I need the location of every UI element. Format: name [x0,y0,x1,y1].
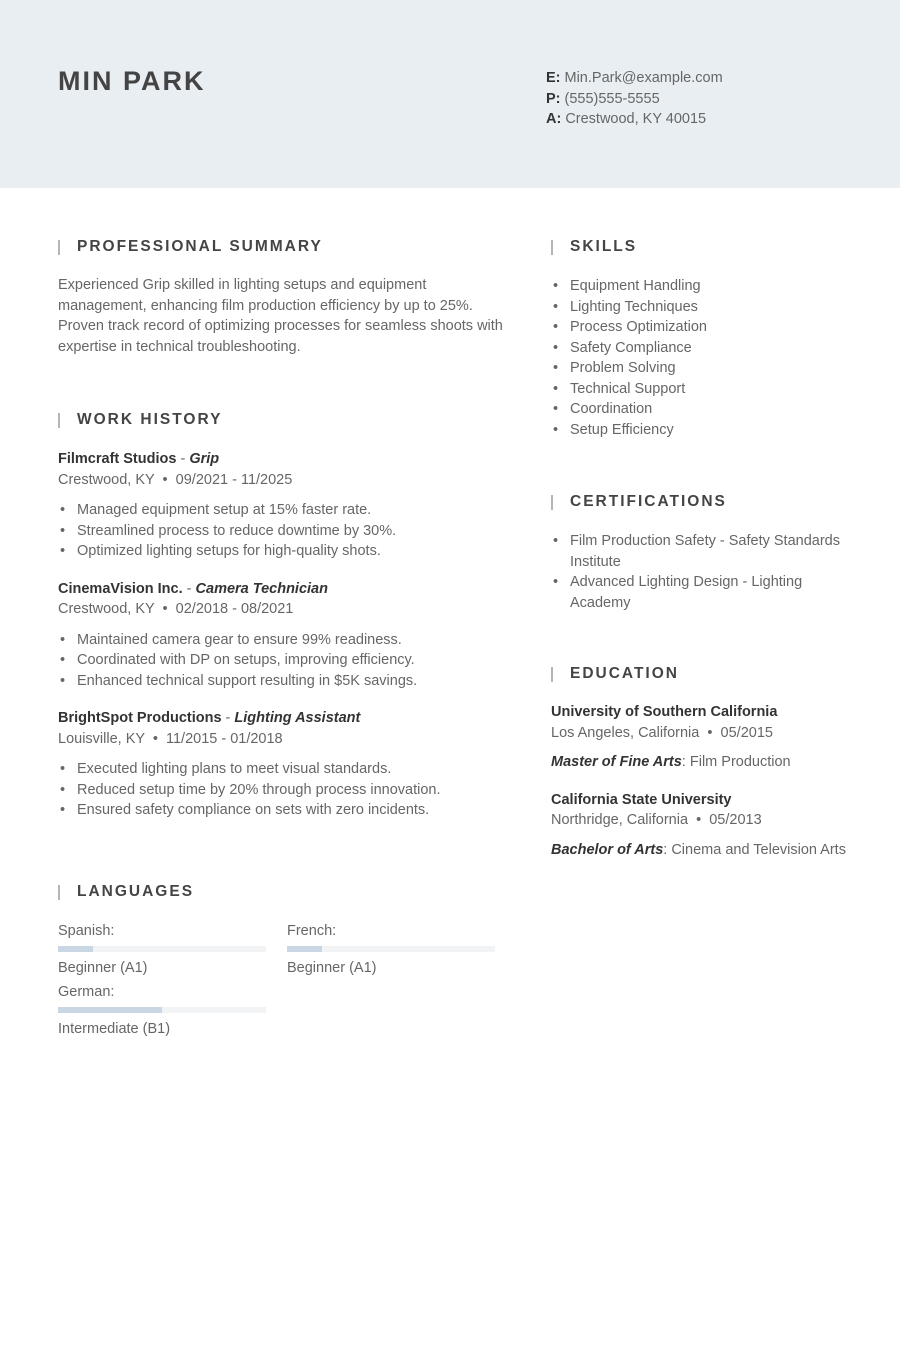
list-item [58,800,508,821]
language-name: Spanish: [58,922,115,939]
education-meta [551,810,851,831]
list-item [58,671,508,692]
contact-phone [546,89,886,110]
contact-phone-label: P: [546,90,561,107]
bullet-text: Executed lighting plans to meet visual standards. [77,761,392,777]
summary-title [58,236,508,258]
bullet-dot: • [60,652,66,668]
education-date: 05/2013 [709,812,762,828]
bullet-dot: • [553,360,559,376]
list-item [551,379,851,400]
list-item [58,500,508,521]
resume-header [0,0,900,188]
language-level-bar [287,946,495,952]
job-separator: - [221,710,235,726]
job-separator: - [182,580,196,597]
skill-text: Technical Support [570,380,686,397]
job-location: Louisville, KY [58,730,145,747]
skills-section [551,236,851,440]
list-item [551,317,851,338]
bullet-dot: • [553,421,559,438]
skills-title-text: SKILLS [570,238,638,255]
list-item [58,759,508,780]
bullet-dot: • [553,380,559,397]
language-item [287,921,495,978]
section-divider-bar [58,885,60,900]
meta-bullet: • [699,724,721,741]
list-item [551,338,851,359]
job-entry [58,449,508,562]
job-role: Grip [189,451,220,467]
section-divider-bar [58,240,60,255]
job-company: CinemaVision Inc. [58,580,183,597]
certifications-title [551,491,851,513]
bullet-dot: • [553,533,559,549]
education-section [551,663,851,860]
job-meta [58,599,508,620]
bullet-dot: • [60,631,66,648]
language-item [58,921,266,978]
contact-block [546,68,886,130]
left-column [58,236,508,1041]
education-school: University of Southern California [551,704,778,720]
job-entry [58,579,508,692]
education-date: 05/2015 [720,724,773,741]
meta-bullet: • [154,471,176,488]
language-level: Beginner (A1) [58,959,148,976]
education-degree [551,840,851,861]
job-dates: 11/2015 - 01/2018 [165,730,283,747]
skill-text: Setup Efficiency [570,421,674,438]
language-level-fill [58,1007,162,1013]
certifications-list [551,531,851,613]
job-heading [58,708,508,729]
job-entry [58,708,508,821]
bullet-text: Managed equipment setup at 15% faster rate. [77,502,372,518]
skill-text: Equipment Handling [570,278,701,294]
language-name: French: [287,922,337,939]
bullet-dot: • [553,574,559,590]
list-item [58,630,508,651]
skill-text: Problem Solving [570,360,676,376]
list-item [58,780,508,801]
job-heading [58,449,508,470]
list-item [58,541,508,562]
language-level-bar [58,1007,266,1013]
degree-colon: : [663,841,672,858]
job-heading [58,579,508,600]
language-level-fill [58,946,93,952]
languages-section [58,881,508,1041]
certification-text: Film Production Safety - Safety Standards Institute [570,533,840,570]
education-entry [551,790,851,861]
bullet-dot: • [60,802,66,818]
job-separator: - [176,451,190,467]
bullet-dot: • [60,502,66,518]
contact-email-value: Min.Park@example.com [564,70,723,86]
bullet-text: Ensured safety compliance on sets with zero incidents. [77,802,430,818]
bullet-text: Enhanced technical support resulting in $5K savings. [77,672,418,689]
bullet-dot: • [553,278,559,294]
bullet-dot: • [553,339,559,356]
skill-text: Process Optimization [570,319,707,335]
language-level-bar [58,946,266,952]
education-degree [551,752,851,773]
section-divider-bar [551,240,553,255]
candidate-name: MIN PARK [58,66,206,96]
bullet-text: Reduced setup time by 20% through process innovation. [77,781,441,798]
job-role: Camera Technician [195,580,328,597]
list-item [551,276,851,297]
job-company: BrightSpot Productions [58,710,222,726]
work-history-section [58,409,508,821]
education-entry [551,702,851,773]
language-item [58,982,266,1039]
skill-text: Coordination [570,401,653,417]
job-bullets [58,500,508,562]
skills-title [551,236,851,258]
contact-email-label: E: [546,70,561,86]
work-history-title-text: WORK HISTORY [77,411,223,428]
bullet-dot: • [60,672,66,689]
education-meta [551,723,851,744]
meta-bullet: • [688,812,710,828]
education-location: Northridge, California [551,812,689,828]
bullet-text: Maintained camera gear to ensure 99% readiness. [77,631,402,648]
certification-text: Advanced Lighting Design - Lighting Academy [570,574,803,611]
bullet-dot: • [60,761,66,777]
job-dates: 02/2018 - 08/2021 [175,601,294,617]
certifications-title-text: CERTIFICATIONS [570,493,727,510]
contact-address-label: A: [546,111,562,127]
job-location: Crestwood, KY [58,601,155,617]
language-level-fill [287,946,322,952]
bullet-text: Coordinated with DP on setups, improving efficiency. [77,652,415,668]
job-meta [58,729,508,750]
bullet-text: Streamlined process to reduce downtime by 30%. [77,522,397,539]
list-item [551,531,851,572]
job-location: Crestwood, KY [58,471,155,488]
skills-list [551,276,851,440]
job-meta [58,470,508,491]
contact-email [546,68,886,89]
language-level: Intermediate (B1) [58,1020,171,1037]
contact-address [546,109,886,130]
language-level: Beginner (A1) [287,959,377,976]
skill-text: Lighting Techniques [570,298,698,315]
meta-bullet: • [154,601,176,617]
contact-address-value: Crestwood, KY 40015 [565,111,707,127]
education-location: Los Angeles, California [551,724,700,741]
bullet-dot: • [60,522,66,539]
work-history-title [58,409,508,431]
bullet-dot: • [60,781,66,798]
section-divider-bar [58,413,60,428]
job-bullets [58,759,508,821]
list-item [551,572,851,613]
bullet-dot: • [553,401,559,417]
list-item [551,358,851,379]
degree-type: Master of Fine Arts [551,754,682,770]
summary-section [58,236,508,357]
meta-bullet: • [144,730,166,747]
contact-phone-value: (555)555-5555 [564,90,660,107]
education-title-text: EDUCATION [570,665,679,682]
section-divider-bar [551,667,553,682]
skill-text: Safety Compliance [570,339,692,356]
bullet-dot: • [60,543,66,559]
degree-field: Cinema and Television Arts [671,841,846,858]
job-company: Filmcraft Studios [58,451,177,467]
languages-title [58,881,508,903]
summary-text: Experienced Grip skilled in lighting setups and equipment management, enhancing film production efficiency by up to 25%. Proven track record of optimizing processes for seamless shoots with expertise in technical troubleshooting. [58,277,503,355]
summary-title-text: PROFESSIONAL SUMMARY [77,238,323,255]
job-dates: 09/2021 - 11/2025 [175,471,293,488]
bullet-text: Optimized lighting setups for high-quality shots. [77,543,381,559]
education-school: California State University [551,791,732,808]
degree-field: Film Production [689,754,791,770]
list-item [551,420,851,441]
certifications-section [551,491,851,613]
list-item [551,399,851,420]
list-item [58,521,508,542]
degree-colon: : [681,754,690,770]
job-role: Lighting Assistant [234,710,361,726]
list-item [551,297,851,318]
bullet-dot: • [553,298,559,315]
list-item [58,650,508,671]
job-bullets [58,630,508,692]
right-column [551,236,851,860]
bullet-dot: • [553,319,559,335]
degree-type: Bachelor of Arts [551,841,664,858]
language-name: German: [58,983,115,1000]
education-title [551,663,851,685]
languages-title-text: LANGUAGES [77,882,195,900]
languages-grid [58,921,508,1041]
section-divider-bar [551,495,553,510]
